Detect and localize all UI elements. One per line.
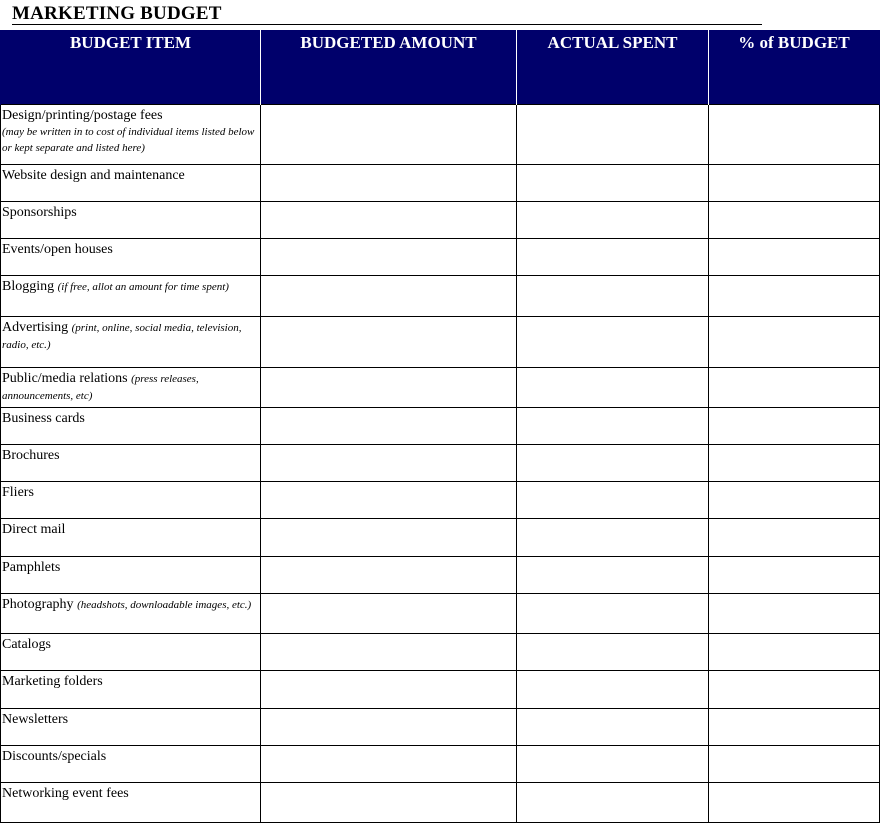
budgeted-amount-cell[interactable]	[261, 746, 517, 783]
percent-of-budget-cell[interactable]	[709, 519, 880, 557]
table-row	[1, 709, 880, 746]
percent-of-budget-cell[interactable]	[709, 239, 880, 276]
budget-item-label: Discounts/specials	[2, 749, 107, 764]
budget-item-note: (headshots, downloadable images, etc.)	[77, 599, 252, 611]
budget-item-label: Advertising	[2, 320, 69, 335]
actual-spent-cell[interactable]	[517, 408, 709, 445]
budget-item-label: Sponsorships	[2, 205, 77, 220]
percent-of-budget-cell[interactable]	[709, 276, 880, 317]
table-row	[1, 519, 880, 557]
budget-item-cell	[1, 105, 261, 165]
actual-spent-cell[interactable]	[517, 368, 709, 408]
budget-item-label: Newsletters	[2, 712, 69, 727]
budgeted-amount-cell[interactable]	[261, 276, 517, 317]
percent-of-budget-cell[interactable]	[709, 671, 880, 709]
table-row	[1, 239, 880, 276]
table-row	[1, 594, 880, 634]
budget-item-label: Networking event fees	[2, 786, 129, 801]
percent-of-budget-cell[interactable]	[709, 594, 880, 634]
budget-item-note: (if free, allot an amount for time spent)	[57, 281, 229, 293]
actual-spent-cell[interactable]	[517, 709, 709, 746]
budget-item-label: Pamphlets	[2, 560, 61, 575]
budget-item-cell	[1, 482, 261, 519]
table-row	[1, 671, 880, 709]
budget-item-label: Blogging	[2, 279, 55, 294]
table-row	[1, 202, 880, 239]
header-row	[1, 30, 880, 105]
column-header-budget-item: BUDGET ITEM	[1, 30, 261, 105]
column-header-actual-spent: ACTUAL SPENT	[517, 30, 709, 105]
budget-item-label: Design/printing/postage fees	[2, 108, 163, 123]
table-row	[1, 317, 880, 368]
actual-spent-cell[interactable]	[517, 519, 709, 557]
budget-item-cell	[1, 368, 261, 408]
budget-item-cell	[1, 165, 261, 202]
column-header-budgeted-amount: BUDGETED AMOUNT	[261, 30, 517, 105]
budget-item-label: Photography	[2, 597, 74, 612]
budgeted-amount-cell[interactable]	[261, 519, 517, 557]
percent-of-budget-cell[interactable]	[709, 557, 880, 594]
table-row	[1, 165, 880, 202]
percent-of-budget-cell[interactable]	[709, 445, 880, 482]
percent-of-budget-cell[interactable]	[709, 105, 880, 165]
table-row	[1, 783, 880, 823]
budgeted-amount-cell[interactable]	[261, 709, 517, 746]
actual-spent-cell[interactable]	[517, 445, 709, 482]
percent-of-budget-cell[interactable]	[709, 165, 880, 202]
actual-spent-cell[interactable]	[517, 165, 709, 202]
budget-item-cell	[1, 239, 261, 276]
budgeted-amount-cell[interactable]	[261, 783, 517, 823]
budget-item-cell	[1, 594, 261, 634]
budget-item-cell	[1, 408, 261, 445]
budget-item-label: Fliers	[2, 485, 34, 500]
budget-item-label: Business cards	[2, 411, 85, 426]
budget-item-label: Website design and maintenance	[2, 168, 185, 183]
table-row	[1, 445, 880, 482]
budgeted-amount-cell[interactable]	[261, 594, 517, 634]
budget-item-cell	[1, 202, 261, 239]
table-row	[1, 634, 880, 671]
percent-of-budget-cell[interactable]	[709, 202, 880, 239]
title-underline	[12, 2, 762, 25]
budgeted-amount-cell[interactable]	[261, 634, 517, 671]
actual-spent-cell[interactable]	[517, 746, 709, 783]
column-header-percent-of-budget: % of BUDGET	[709, 30, 880, 105]
actual-spent-cell[interactable]	[517, 317, 709, 368]
page-title: MARKETING BUDGET	[12, 3, 222, 24]
table-row	[1, 482, 880, 519]
percent-of-budget-cell[interactable]	[709, 368, 880, 408]
budget-item-note: (press releases, announcements, etc)	[2, 373, 199, 402]
budgeted-amount-cell[interactable]	[261, 445, 517, 482]
budget-item-label: Direct mail	[2, 522, 66, 537]
budget-item-note: (may be written in to cost of individual items listed below or kept separate and listed here)	[2, 126, 255, 154]
actual-spent-cell[interactable]	[517, 202, 709, 239]
budgeted-amount-cell[interactable]	[261, 239, 517, 276]
budget-item-label: Marketing folders	[2, 674, 103, 689]
table-row	[1, 105, 880, 165]
actual-spent-cell[interactable]	[517, 671, 709, 709]
budget-item-cell	[1, 709, 261, 746]
actual-spent-cell[interactable]	[517, 276, 709, 317]
budget-item-cell	[1, 671, 261, 709]
table-row	[1, 557, 880, 594]
actual-spent-cell[interactable]	[517, 239, 709, 276]
table-row	[1, 276, 880, 317]
budget-item-cell	[1, 783, 261, 823]
budget-item-cell	[1, 519, 261, 557]
budget-item-cell	[1, 557, 261, 594]
budget-item-note: (print, online, social media, television, radio, etc.)	[2, 322, 242, 351]
budget-item-cell	[1, 445, 261, 482]
percent-of-budget-cell[interactable]	[709, 482, 880, 519]
budgeted-amount-cell[interactable]	[261, 165, 517, 202]
budgeted-amount-cell[interactable]	[261, 202, 517, 239]
actual-spent-cell[interactable]	[517, 783, 709, 823]
budget-table	[0, 30, 880, 823]
actual-spent-cell[interactable]	[517, 105, 709, 165]
budgeted-amount-cell[interactable]	[261, 408, 517, 445]
actual-spent-cell[interactable]	[517, 482, 709, 519]
table-row	[1, 368, 880, 408]
budget-item-cell	[1, 634, 261, 671]
table-row	[1, 408, 880, 445]
budgeted-amount-cell[interactable]	[261, 317, 517, 368]
percent-of-budget-cell[interactable]	[709, 317, 880, 368]
budget-item-cell	[1, 746, 261, 783]
percent-of-budget-cell[interactable]	[709, 783, 880, 823]
percent-of-budget-cell[interactable]	[709, 634, 880, 671]
percent-of-budget-cell[interactable]	[709, 408, 880, 445]
budgeted-amount-cell[interactable]	[261, 105, 517, 165]
budgeted-amount-cell[interactable]	[261, 671, 517, 709]
budget-item-label: Events/open houses	[2, 242, 113, 257]
budget-item-cell	[1, 317, 261, 368]
budgeted-amount-cell[interactable]	[261, 482, 517, 519]
actual-spent-cell[interactable]	[517, 557, 709, 594]
percent-of-budget-cell[interactable]	[709, 746, 880, 783]
budget-item-label: Brochures	[2, 448, 60, 463]
actual-spent-cell[interactable]	[517, 634, 709, 671]
budgeted-amount-cell[interactable]	[261, 557, 517, 594]
budget-item-label: Public/media relations	[2, 371, 128, 386]
budgeted-amount-cell[interactable]	[261, 368, 517, 408]
table-row	[1, 746, 880, 783]
budget-item-cell	[1, 276, 261, 317]
actual-spent-cell[interactable]	[517, 594, 709, 634]
percent-of-budget-cell[interactable]	[709, 709, 880, 746]
budget-item-label: Catalogs	[2, 637, 51, 652]
